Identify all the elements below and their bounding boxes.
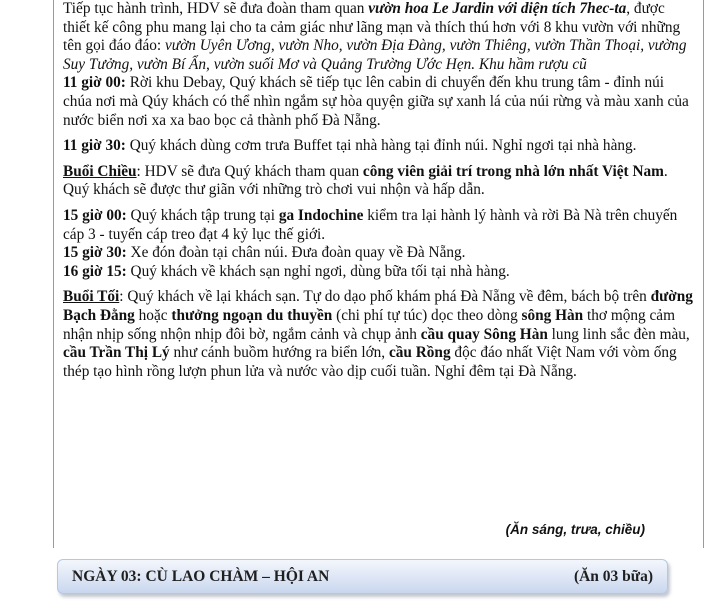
emphasis-garden-name: vườn hoa Le Jardin với diện tích 7hec-ta [368, 0, 627, 17]
paragraph-1130 [63, 137, 693, 156]
text-run: : Quý khách về lại khách sạn. Tự do dạo phố khám phá Đà Nẵng về đêm, bách bộ trên [119, 288, 651, 306]
paragraph-afternoon [63, 163, 693, 200]
emphasis-station: ga Indochine [278, 206, 364, 224]
text-run: độc đáo nhất Việt Nam với vòm ống thép tạo hình rồng lượn phun lửa và nước vào dịp cuối tuần. Nghỉ đêm tại Đà Nẵng. [63, 344, 677, 380]
time-label: 15 giờ 00: [63, 206, 127, 224]
paragraph-1615 [63, 263, 693, 282]
time-label: 11 giờ 30: [63, 137, 126, 155]
text-run: lung linh sắc đèn màu, [547, 325, 690, 343]
text-run: hoặc [134, 306, 172, 324]
text-run: Quý khách về khách sạn nghỉ ngơi, dùng bữa tối tại nhà hàng. [126, 262, 510, 280]
section-label-afternoon: Buổi Chiều [63, 162, 137, 180]
text-run: . Quý khách sẽ được thư giãn với những trò chơi vui nhộn và hấp dẫn. [63, 162, 668, 199]
time-label: 15 giờ 30: [63, 244, 127, 262]
text-run: Rời khu Debay, Quý khách sẽ tiếp tục lên cabin di chuyển đến khu trung tâm - đỉnh núi chúa nơi mà Qúy khách có thể nhìn ngắm sự hòa quyện giữa sự xanh lá của núi rừng và màu xanh của nước biển nơi xa xa bao bọc cả thành phố Đà Nẵng. [63, 74, 689, 129]
text-run: kiểm tra lại hành lý hành và rời Bà Nà trên chuyến cáp 3 - tuyến cáp treo đạt 4 kỷ lục thế giới. [63, 206, 678, 243]
text-run: Tiếp tục hành trình, HDV sẽ đưa đoàn tham quan [63, 0, 369, 17]
text-run: , được thiết kế công phu mang lại cho ta cảm giác như lãng mạn và thích thú hơn với 8 khu vườn với những tên gọi đáo đáo: [63, 0, 681, 55]
emphasis-cruise: thưởng ngoạn du thuyền [171, 306, 333, 324]
paragraph-1100 [63, 74, 693, 130]
day-title: NGÀY 03: CÙ LAO CHÀM – HỘI AN [72, 568, 330, 585]
emphasis-street: đường Bạch Đằng [63, 288, 693, 324]
paragraph-le-jardin [63, 0, 693, 74]
section-label-evening: Buổi Tối [63, 288, 120, 306]
emphasis-bridge-3: cầu Rồng [388, 344, 451, 362]
paragraph-1530 [63, 244, 693, 263]
left-border-line [53, 0, 54, 548]
text-run: Quý khách dùng cơm trưa Buffet tại nhà hàng tại đỉnh núi. Nghỉ ngơi tại nhà hàng. [125, 137, 637, 155]
emphasis-bridge-1: cầu quay Sông Hàn [420, 325, 548, 343]
text-run: như cánh buồm hướng ra biển lớn, [169, 344, 389, 362]
text-run: : HDV sẽ đưa Quý khách tham quan [136, 162, 363, 180]
emphasis-bridge-2: cầu Trần Thị Lý [63, 344, 170, 362]
paragraph-evening [63, 288, 693, 381]
meals-note: (Ăn sáng, trưa, chiều) [505, 522, 645, 537]
day-header-bar [57, 559, 668, 594]
emphasis-park: công viên giải trí trong nhà lớn nhất Việt Nam [362, 162, 664, 180]
garden-list: vườn Uyên Ương, vườn Nho, vườn Địa Đàng, vườn Thiêng, vườn Thần Thoại, vường Suy Tưởng, vườn Bí Ẩn, vườn suối Mơ và Quảng Trường Ước Hẹn. Khu hầm rượu cũ [63, 37, 687, 73]
day-meals: (Ăn 03 bữa) [573, 568, 653, 585]
emphasis-river: sông Hàn [521, 306, 584, 324]
itinerary-text [63, 0, 693, 381]
time-label: 11 giờ 00: [63, 74, 126, 92]
time-label: 16 giờ 15: [63, 262, 127, 280]
text-run: (chi phí tự túc) dọc theo dòng [332, 306, 522, 324]
text-run: Quý khách tập trung tại [126, 206, 279, 224]
text-run: Xe đón đoàn tại chân núi. Đưa đoàn quay về Đà Nẵng. [126, 244, 466, 262]
paragraph-1500 [63, 207, 693, 244]
right-border-line [703, 0, 704, 548]
text-run: thơ mộng cảm nhận nhịp sống nhộn nhịp đôi bờ, ngắm cảnh và chụp ảnh [63, 306, 675, 343]
